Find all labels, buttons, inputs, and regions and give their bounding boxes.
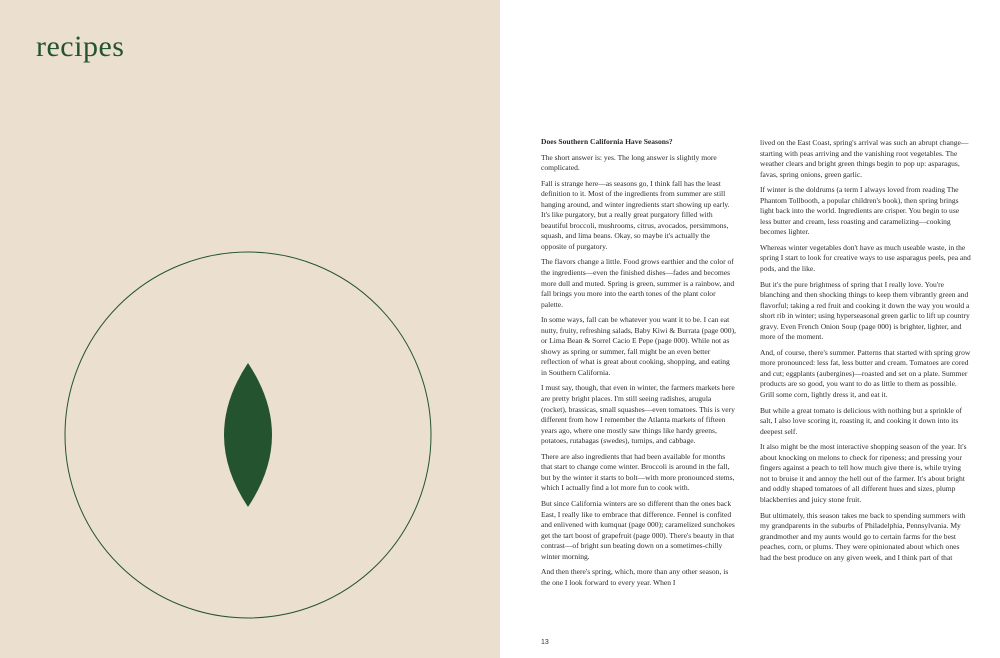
paragraph: Fall is strange here—as seasons go, I think fall has the least definition to it. Most of the ingredients from summer are still hanging around, and winter ingredients start showing up early. It's like purgatory, but a really great purgatory filled with beautiful broccoli, mushrooms, citrus, avocados, persimmons, squash, and lima beans. Okay, so maybe it's actually the opposite of purgatory. <box>541 178 730 251</box>
paragraph: And then there's spring, which, more than any other season, is the one I look forward to every year. When I <box>541 567 729 587</box>
paragraph: lived on the East Coast, spring's arrival was such an abrupt change—starting with peas arriving and the vanishing root vegetables. The weather clears and bright green things begin to pop up: asparagus, favas, spring onions, green garlic. <box>760 138 969 179</box>
text-column-1 <box>541 137 736 593</box>
paragraph: In some ways, fall can be whatever you want it to be. I can eat nutty, fruity, refreshing salads, Baby Kiwi & Burrata (page 000), or Lima Bean & Sorrel Cacio E Pepe (page 000). While not as showy as spring or summer, fall might be an even better reflection of what is great about cooking, shopping, and eating in Southern California. <box>541 315 736 377</box>
paragraph: There are also ingredients that had been available for months that start to change come winter. Broccoli is around in the fall, but by the winter it starts to bolt—with more pronounced stems, which I actually find a lot more fun to cook with. <box>541 451 735 493</box>
paragraph: The short answer is: yes. The long answer is slightly more complicated. <box>541 152 717 173</box>
paragraph: The flavors change a little. Food grows earthier and the color of the ingredients—even the finished dishes—fades and becomes more dull and muted. Spring is green, summer is a rainbow, and fall brings you more into the earth tones of the plant color palette. <box>541 257 735 309</box>
paragraph: It also might be the most interactive shopping season of the year. It's about knocking on melons to check for ripeness; and pressing your fingers against a peach to tell how much give there is, while trying not to bruise it and annoy the hell out of the farmer. It's about bright and oddly shaped tomatoes of all different hues and sizes, plump blackberries and juicy stone fruit. <box>760 442 967 504</box>
paragraph: But since California winters are so different than the ones back East, I really like to embrace that difference. Fennel is confited and enlivened with kumquat (page 000); caramelized sunchokes get the tart boost of grapefruit (page 000). There's beauty in that contrast—of bright sun beating down on a sometimes-chilly winter morning. <box>541 498 735 561</box>
article-heading: Does Southern California Have Seasons? <box>541 137 673 146</box>
paragraph: But it's the pure brightness of spring that I really love. You're blanching and then shocking things to keep them vibrantly green and flavorful; taking a red fruit and cooking it down the way you would a short rib in winter; using hyperseasonal green garlic to lift up country gravy. Even French Onion Soup (page 000) is brighter, lighter, and more of the moment. <box>760 279 970 342</box>
paragraph: Whereas winter vegetables don't have as much useable waste, in the spring I start to look for creative ways to use asparagus peels, pea and pods, and the like. <box>760 242 971 274</box>
emblem-leaf <box>224 363 272 507</box>
paragraph: If winter is the doldrums (a term I always loved from reading The Phantom Tollbooth, a popular children's book), then spring brings light back into the world. Ingredients are crisper. You begin to use less butter and cream, less roasting and caramelizing—cooking becomes lighter. <box>760 185 960 237</box>
paragraph: I must say, though, that even in winter, the farmers markets here are pretty bright places. I'm still seeing radishes, arugula (rocket), brassicas, small squashes—even tomatoes. This is very different from how I remember the Atlanta markets of fifteen years ago, where one mostly saw things like hardy greens, potatoes, rutabagas (swedes), turnips, and cabbage. <box>541 383 735 446</box>
paragraph: But ultimately, this season takes me back to spending summers with my grandparents in the suburbs of Philadelphia, Pennsylvania. My grandmother and my aunts would go to certain farms for the best peaches, corn, or plums. They were opinionated about which ones had the best produce on any given week, and I think part of that <box>760 510 966 562</box>
page-number: 13 <box>541 639 549 646</box>
section-title: recipes <box>36 30 125 63</box>
paragraph: And, of course, there's summer. Patterns that started with spring grow more pronounced: less fat, less butter and cream. Tomatoes are cored and cut; eggplants (aubergines)—roasted and set on a plate. Summer products are so good, you want to do as little to them as possible. Grill some corn, lightly dress it, and eat it. <box>760 347 971 400</box>
text-column-2 <box>760 138 971 568</box>
paragraph: But while a great tomato is delicious with nothing but a sprinkle of salt, I also love scoring it, roasting it, and cooking it down into its deepest self. <box>760 405 963 436</box>
